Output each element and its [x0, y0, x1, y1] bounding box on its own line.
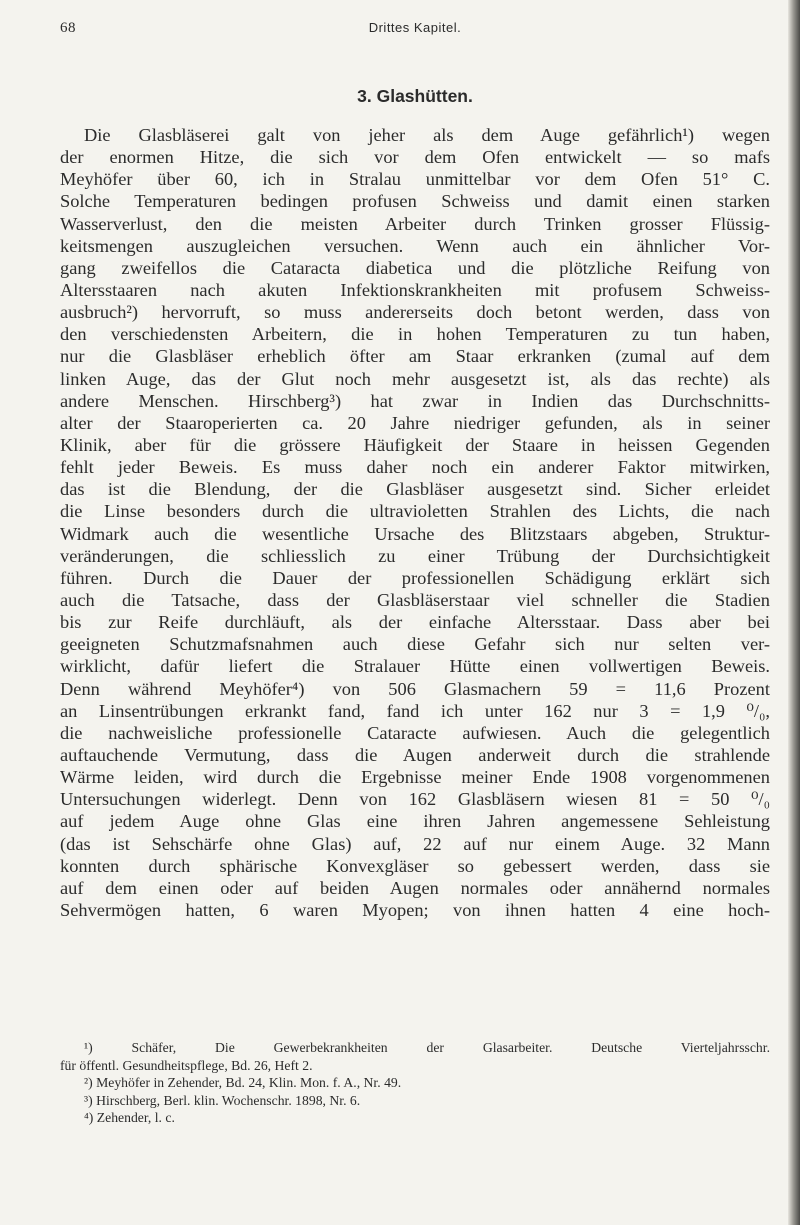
text-line: bis zur Reife durchläuft, als der einfache Altersstaar. Dass aber bei	[60, 612, 770, 633]
body-paragraph	[60, 124, 770, 921]
text-line: gang zweifellos die Cataracta diabetica und die plötzliche Reifung von	[60, 257, 770, 278]
text-line: Sehvermögen hatten, 6 waren Myopen; von ihnen hatten 4 eine hoch-	[60, 899, 770, 920]
text-line: die Linse besonders durch die ultravioletten Strahlen des Lichts, die nach	[60, 501, 770, 522]
book-spine-edge	[788, 0, 800, 1225]
text-line: Altersstaaren nach akuten Infektionskrankheiten mit profusem Schweiss-	[60, 279, 770, 300]
text-line: Wasserverlust, den die meisten Arbeiter durch Trinken grosser Flüssig-	[60, 213, 770, 234]
running-title: Drittes Kapitel.	[368, 20, 462, 35]
text-line: linken Auge, das der Glut noch mehr ausgesetzt ist, als das rechte) als	[60, 368, 770, 389]
text-line: auf jedem Auge ohne Glas eine ihren Jahren angemessene Sehleistung	[60, 811, 770, 832]
text-line: auftauchende Vermutung, dass die Augen anderweit durch die strahlende	[60, 744, 770, 765]
text-line: auch die Tatsache, dass der Glasbläserstaar viel schneller die Stadien	[60, 589, 770, 610]
text-line: Meyhöfer über 60, ich in Stralau unmittelbar vor dem Ofen 51° C.	[60, 169, 770, 190]
section-heading: 3. Glashütten.	[357, 86, 473, 106]
text-line: wirklicht, dafür liefert die Stralauer Hütte einen vollwertigen Beweis.	[60, 656, 770, 677]
text-line: Solche Temperaturen bedingen profusen Schweiss und damit einen starken	[60, 191, 770, 212]
text-line: fehlt jeder Beweis. Es muss daher noch ein anderer Faktor mitwirken,	[60, 457, 770, 478]
text-line: andere Menschen. Hirschberg³) hat zwar in Indien das Durchschnitts-	[60, 390, 770, 411]
text-line: das ist die Blendung, der die Glasbläser ausgesetzt sind. Sicher erleidet	[60, 479, 770, 500]
text-line: Untersuchungen widerlegt. Denn von 162 Glasbläsern wiesen 81 = 50 ⁰/₀	[60, 789, 770, 810]
text-line: nur die Glasbläser erheblich öfter am Staar erkranken (zumal auf dem	[60, 346, 770, 367]
footnote-1-continuation: für öffentl. Gesundheitspflege, Bd. 26, Heft 2.	[60, 1057, 313, 1073]
footnote-1: ¹) Schäfer, Die Gewerbekrankheiten der Glasarbeiter. Deutsche Vierteljahrsschr.	[84, 1040, 770, 1055]
footnote-2: ²) Meyhöfer in Zehender, Bd. 24, Klin. Mon. f. A., Nr. 49.	[84, 1075, 402, 1090]
page-number: 68	[60, 20, 76, 36]
text-line: (das ist Sehschärfe ohne Glas) auf, 22 auf nur einem Auge. 32 Mann	[60, 833, 770, 854]
text-line: Widmark auch die wesentliche Ursache des Blitzstaars abgeben, Struktur-	[60, 523, 770, 544]
text-line: auf dem einen oder auf beiden Augen normales oder annähernd normales	[60, 877, 770, 898]
running-head	[60, 20, 770, 40]
text-line: der enormen Hitze, die sich vor dem Ofen entwickelt — so mafs	[60, 147, 770, 168]
text-line: die nachweisliche professionelle Cataracte aufwiesen. Auch die gelegentlich	[60, 722, 770, 743]
text-line: keitsmengen auszugleichen versuchen. Wenn auch ein ähnlicher Vor-	[60, 235, 770, 256]
footnote-4: ⁴) Zehender, l. c.	[84, 1110, 175, 1125]
text-line: geeigneten Schutzmafsnahmen auch diese Gefahr sich nur selten ver-	[60, 634, 770, 655]
text-line: Wärme leiden, wird durch die Ergebnisse meiner Ende 1908 vorgenommenen	[60, 767, 770, 788]
text-line: ausbruch²) hervorruft, so muss andererseits doch betont werden, dass von	[60, 302, 770, 323]
footnotes	[60, 1039, 770, 1127]
text-line: Denn während Meyhöfer⁴) von 506 Glasmachern 59 = 11,6 Prozent	[60, 678, 770, 699]
text-line: alter der Staaroperierten ca. 20 Jahre niedriger gefunden, als in seiner	[60, 412, 770, 433]
text-line: an Linsentrübungen erkrankt fand, fand ich unter 162 nur 3 = 1,9 ⁰/₀,	[60, 700, 770, 721]
text-line: Klinik, aber für die grössere Häufigkeit der Staare in heissen Gegenden	[60, 434, 770, 455]
text-line: führen. Durch die Dauer der professionellen Schädigung erklärt sich	[60, 567, 770, 588]
text-line: den verschiedensten Arbeitern, die in hohen Temperaturen zu tun haben,	[60, 324, 770, 345]
text-line: veränderungen, die schliesslich zu einer Trübung der Durchsichtigkeit	[60, 545, 770, 566]
footnote-3: ³) Hirschberg, Berl. klin. Wochenschr. 1898, Nr. 6.	[84, 1092, 361, 1108]
text-line: konnten durch sphärische Konvexgläser so gebessert werden, dass sie	[60, 855, 770, 876]
text-line: Die Glasbläserei galt von jeher als dem Auge gefährlich¹) wegen	[84, 125, 770, 145]
